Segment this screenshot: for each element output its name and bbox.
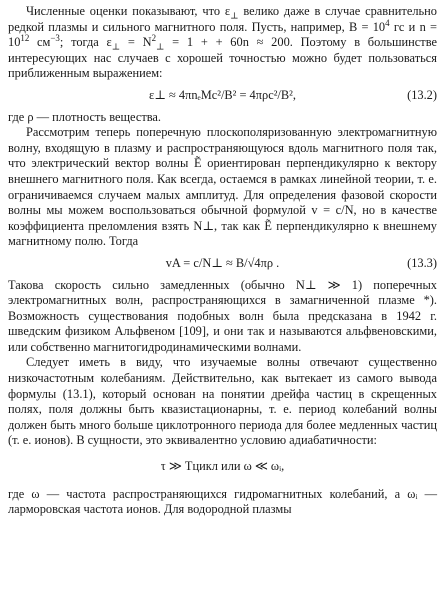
- rho-definition: где ρ — плотность вещества.: [8, 109, 162, 124]
- adiabatic-condition: τ ≫ Tцикл или ω ≪ ωᵢ,: [160, 459, 285, 474]
- paragraph-wave: Рассмотрим теперь поперечную плоскополяризованную электромагнитную волну, входящую в плазму и распространяющуюся вдоль магнитного поля так, что электрический вектор волны Ẽ ориентирован перпендикулярно к вектору внешнего магнитного поля. Как всегда, остаемся в рамках линейной теории, т. е. ограничиваемся случаем малых амплитуд. Для определения фазовой скорости волны мы можем воспользоваться обычной формулой v = c/N, но в качестве коэффициента преломления взять N⊥, так как Ẽ перпендикулярно к внешнему магнитному полю. Тогда: [8, 125, 437, 249]
- equation-13-2-body: ε⊥ ≈ 4πnₑMc²/B² = 4πρc²/B²,: [149, 87, 296, 102]
- equation-13-2: [8, 88, 437, 104]
- paragraph-low-frequency: Следует иметь в виду, что изучаемые волны отвечают существенно низкочастотным колебаниям. Действительно, как вытекает из самого вывода формулы (13.1), который основан на понятии дрейфа частиц в скрещенных полях, поля должны быть квазистационарны, т. е. период колебаний волны должен быть много больше циклотронного периода для более медленных частиц (т. е. ионов). В сущности, это эквивалентно условию адиабатичности:: [8, 355, 437, 448]
- paragraph-estimates: Численные оценки показывают, что $\varepsilon_\perp$ велико даже в случае сравнительно редкой плазмы и сильного магнитного поля. Пусть, например, $B = 10^4$ гс и $n = 10^{12}$ $см^{-3}$; тогда $\varepsilon_\perp = N^2_\perp = 1$ + + 60n ≈ 200. Поэтому в большинстве интересующих нас случаев с хорошей точностью можно будет пользоваться приближенным выражением:: [8, 4, 438, 81]
- paragraph-frequency: где ω — частота распространяющихся гидромагнитных колебаний, а ωᵢ — ларморовская частота ионов. Для водородной плазмы: [8, 486, 437, 517]
- equation-13-3-number: (13.3): [407, 255, 437, 270]
- equation-13-2-number: (13.2): [407, 87, 437, 102]
- equation-13-3: [8, 256, 437, 272]
- paragraph-alfven: Такова скорость сильно замедленных (обычно N⊥ ≫ 1) поперечных электромагнитных волн, распространяющихся в замагниченной плазме *). Возможность существования подобных волн была предсказана в 1942 г. шведским физиком Альфвеном [109], и они так и называются альфвеновскими, или собственно магнитогидродинамическими волнами.: [8, 277, 437, 354]
- equation-13-3-body: vA = c/N⊥ ≈ B/√4πρ .: [165, 255, 280, 270]
